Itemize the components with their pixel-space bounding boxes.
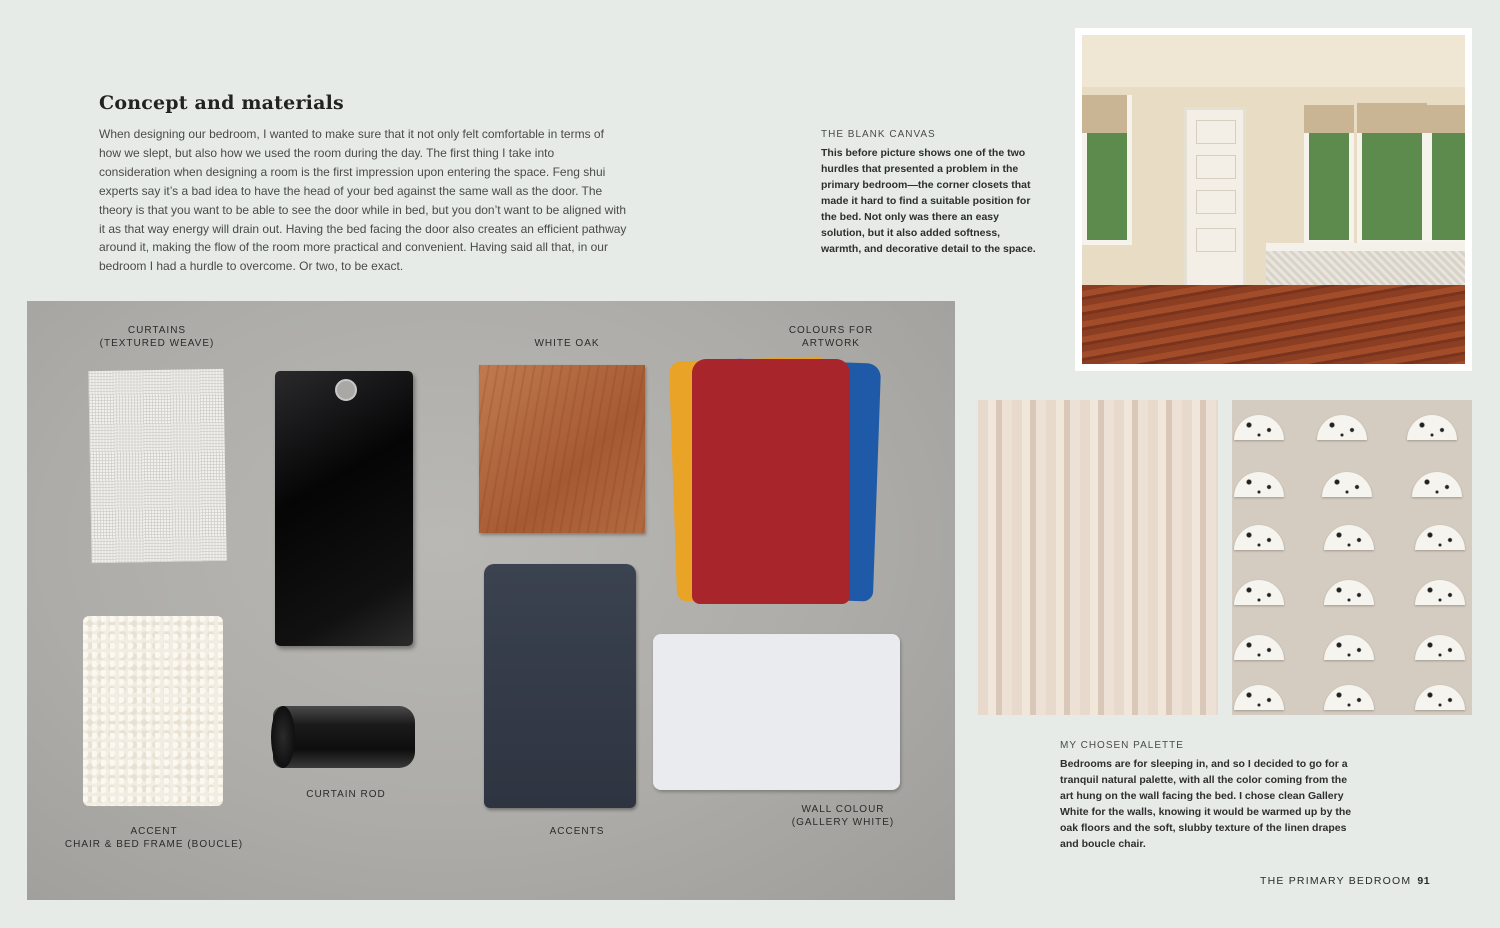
- label-wall-colour: WALL COLOUR (GALLERY WHITE): [791, 804, 895, 828]
- window-shade-left: [1082, 95, 1127, 133]
- room-photo-image: [1082, 35, 1465, 364]
- blank-canvas-caption-title: THE BLANK CANVAS: [821, 129, 936, 140]
- accent-paint-card: [484, 564, 636, 808]
- ceramic-piece: [1234, 472, 1284, 497]
- palette-caption-title: MY CHOSEN PALETTE: [1060, 740, 1184, 751]
- label-accent-chair: ACCENT CHAIR & BED FRAME (BOUCLE): [64, 826, 244, 850]
- ceramic-piece: [1324, 580, 1374, 605]
- ceramic-piece: [1322, 472, 1372, 497]
- label-curtains: CURTAINS (TEXTURED WEAVE): [99, 325, 215, 349]
- label-accents: ACCENTS: [549, 826, 605, 837]
- door-panel: [1196, 155, 1236, 179]
- page-number: 91: [1417, 875, 1431, 887]
- ceramic-piece: [1415, 525, 1465, 550]
- section-name: THE PRIMARY BEDROOM: [1260, 875, 1412, 887]
- red-colour-card: [692, 359, 850, 604]
- ceramic-piece: [1234, 580, 1284, 605]
- ceramic-piece: [1415, 635, 1465, 660]
- label-curtain-rod: CURTAIN ROD: [306, 789, 386, 800]
- tile-hole: [335, 379, 357, 401]
- ceramic-piece: [1415, 580, 1465, 605]
- ceramic-piece: [1412, 472, 1462, 497]
- palette-caption-body: Bedrooms are for sleeping in, and so I decided to go for a tranquil natural palette, with all the color coming from the art hung on the wall facing the bed. I chose clean Gallery White for the walls, knowing it would be warmed up by the oak floors and the soft, slubby texture of the linen drapes and boucle chair.: [1060, 758, 1352, 850]
- window-shade-bay-3: [1427, 105, 1465, 133]
- label-white-oak: WHITE OAK: [534, 338, 600, 349]
- label-colours-artwork: COLOURS FOR ARTWORK: [788, 325, 874, 349]
- ceiling: [1082, 35, 1465, 87]
- ceramic-piece: [1407, 415, 1457, 440]
- intro-paragraph: When designing our bedroom, I wanted to make sure that it not only felt comfortable in terms of how we slept, but also how we used the room during the day. The first thing I take into consideration when designing a room is the first impression upon entering the space. Feng shui experts say it’s a bad idea to have the head of your bed against the same wall as the door. The theory is that you want to be able to see the door while in bed, but you don’t want to be aligned with it as that way energy will drain out. Having the bed facing the door also creates an efficient pathway around it, making the flow of the room more practical and convenient. Having said all that, in our bedroom I had a hurdle to overcome. Or two, to be exact.: [99, 127, 627, 274]
- ceramic-piece: [1234, 635, 1284, 660]
- ceramic-piece: [1234, 685, 1284, 710]
- wood-floor: [1082, 285, 1465, 364]
- textured-weave-swatch: [88, 369, 226, 563]
- speckled-ceramics-photo: [1232, 400, 1472, 715]
- ceramic-piece: [1234, 415, 1284, 440]
- curtain-rod-sample: [273, 706, 415, 768]
- door-panel: [1196, 228, 1236, 252]
- linen-curtain-photo: [978, 400, 1218, 715]
- ceramic-piece: [1317, 415, 1367, 440]
- ceramic-piece: [1324, 635, 1374, 660]
- ceramic-piece: [1324, 525, 1374, 550]
- closet-door: [1184, 107, 1246, 291]
- gallery-white-paint-card: [653, 634, 900, 790]
- ceramic-piece: [1415, 685, 1465, 710]
- ceramic-piece: [1234, 525, 1284, 550]
- white-oak-sample: [479, 365, 645, 533]
- page-footer: [1260, 875, 1430, 887]
- black-tile-sample: [275, 371, 413, 646]
- window-shade-bay-1: [1304, 105, 1354, 133]
- ceramic-piece: [1324, 685, 1374, 710]
- window-shade-bay-2: [1357, 103, 1427, 133]
- boucle-swatch: [83, 616, 223, 806]
- blank-canvas-caption-body: This before picture shows one of the two hurdles that presented a problem in the primary bedroom—the corner closets that made it hard to find a suitable position for the bed. Not only was there an easy solution, but it also added softness, warmth, and decorative detail to the space.: [821, 147, 1036, 255]
- material-moodboard-photo: [27, 301, 955, 900]
- door-panel: [1196, 120, 1236, 144]
- rod-end: [271, 706, 295, 768]
- door-panel: [1196, 190, 1236, 214]
- room-before-photo: [1075, 28, 1472, 371]
- page-heading: Concept and materials: [99, 92, 344, 114]
